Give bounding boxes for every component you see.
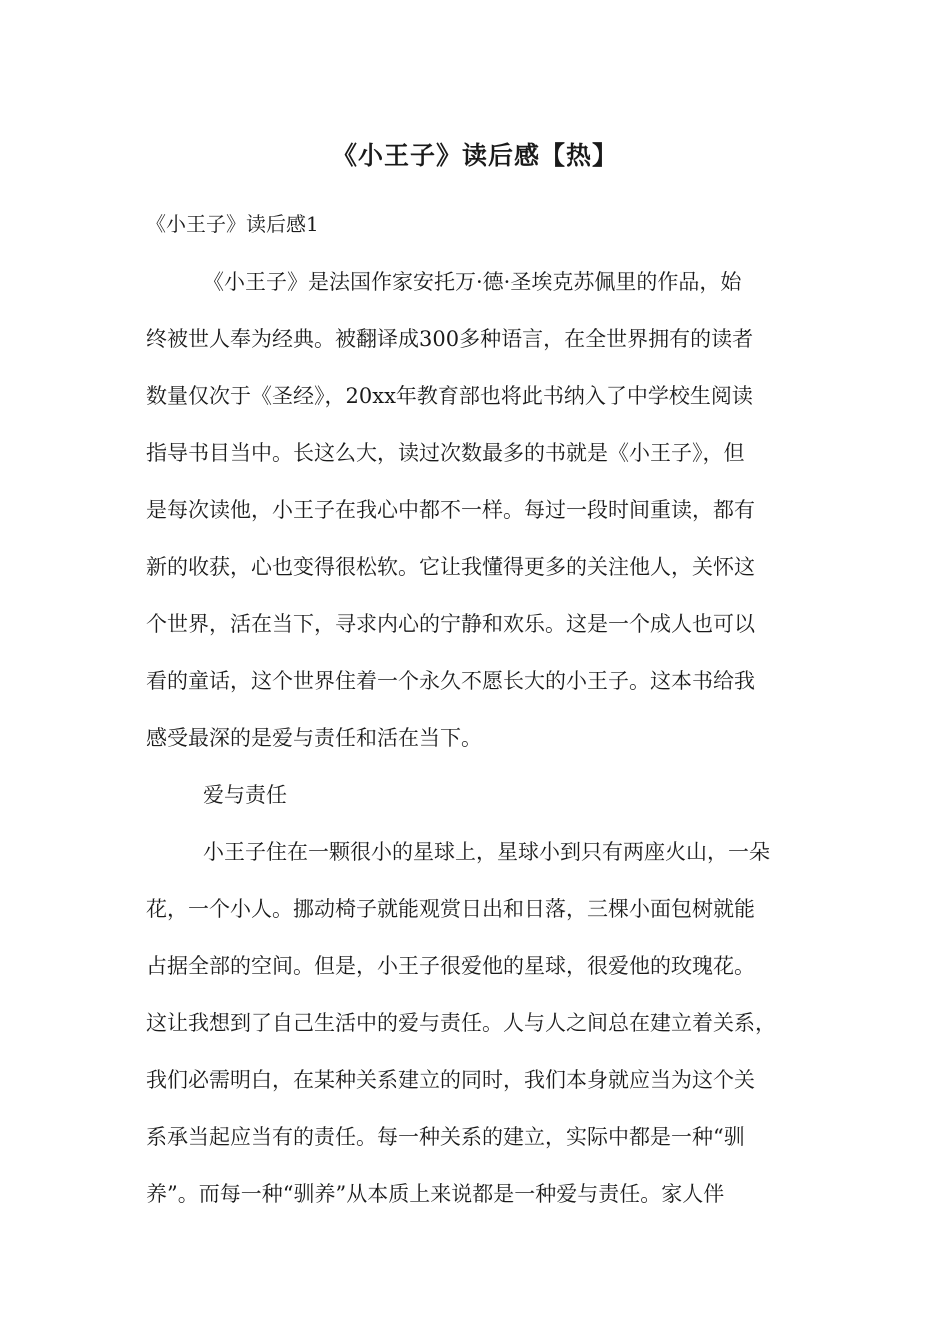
paragraph-line: 养”。而每一种“驯养”从本质上来说都是一种爱与责任。家人伴 bbox=[146, 1182, 725, 1206]
paragraph-line: 数量仅次于《圣经》，20xx年教育部也将此书纳入了中学校生阅读 bbox=[146, 384, 753, 408]
document-title: 《小王子》读后感【热】 bbox=[331, 141, 618, 170]
paragraph-line: 终被世人奉为经典。被翻译成300多种语言，在全世界拥有的读者 bbox=[146, 327, 754, 351]
paragraph-line: 系承当起应当有的责任。每一种关系的建立，实际中都是一种“驯 bbox=[146, 1125, 745, 1149]
section-heading: 爱与责任 bbox=[203, 783, 287, 807]
paragraph-line: 这让我想到了自己生活中的爱与责任。人与人之间总在建立着关系， bbox=[146, 1011, 776, 1035]
paragraph-line: 我们必需明白，在某种关系建立的同时，我们本身就应当为这个关 bbox=[146, 1068, 755, 1092]
paragraph-line: 小王子住在一颗很小的星球上，星球小到只有两座火山，一朵 bbox=[203, 840, 770, 864]
paragraph-line: 看的童话，这个世界住着一个永久不愿长大的小王子。这本书给我 bbox=[146, 669, 755, 693]
paragraph-line: 感受最深的是爱与责任和活在当下。 bbox=[146, 726, 482, 750]
section-subtitle: 《小王子》读后感1 bbox=[146, 212, 319, 236]
paragraph-line: 个世界，活在当下，寻求内心的宁静和欢乐。这是一个成人也可以 bbox=[146, 612, 755, 636]
paragraph-line: 指导书目当中。长这么大，读过次数最多的书就是《小王子》，但 bbox=[146, 441, 745, 465]
paragraph-line: 花，一个小人。挪动椅子就能观赏日出和日落，三棵小面包树就能 bbox=[146, 897, 755, 921]
paragraph-line: 占据全部的空间。但是，小王子很爱他的星球，很爱他的玫瑰花。 bbox=[146, 954, 755, 978]
paragraph-line: 新的收获，心也变得很松软。它让我懂得更多的关注他人，关怀这 bbox=[146, 555, 755, 579]
paragraph-line: 《小王子》是法国作家安托万·德·圣埃克苏佩里的作品，始 bbox=[203, 270, 742, 294]
paragraph-line: 是每次读他，小王子在我心中都不一样。每过一段时间重读，都有 bbox=[146, 498, 755, 522]
